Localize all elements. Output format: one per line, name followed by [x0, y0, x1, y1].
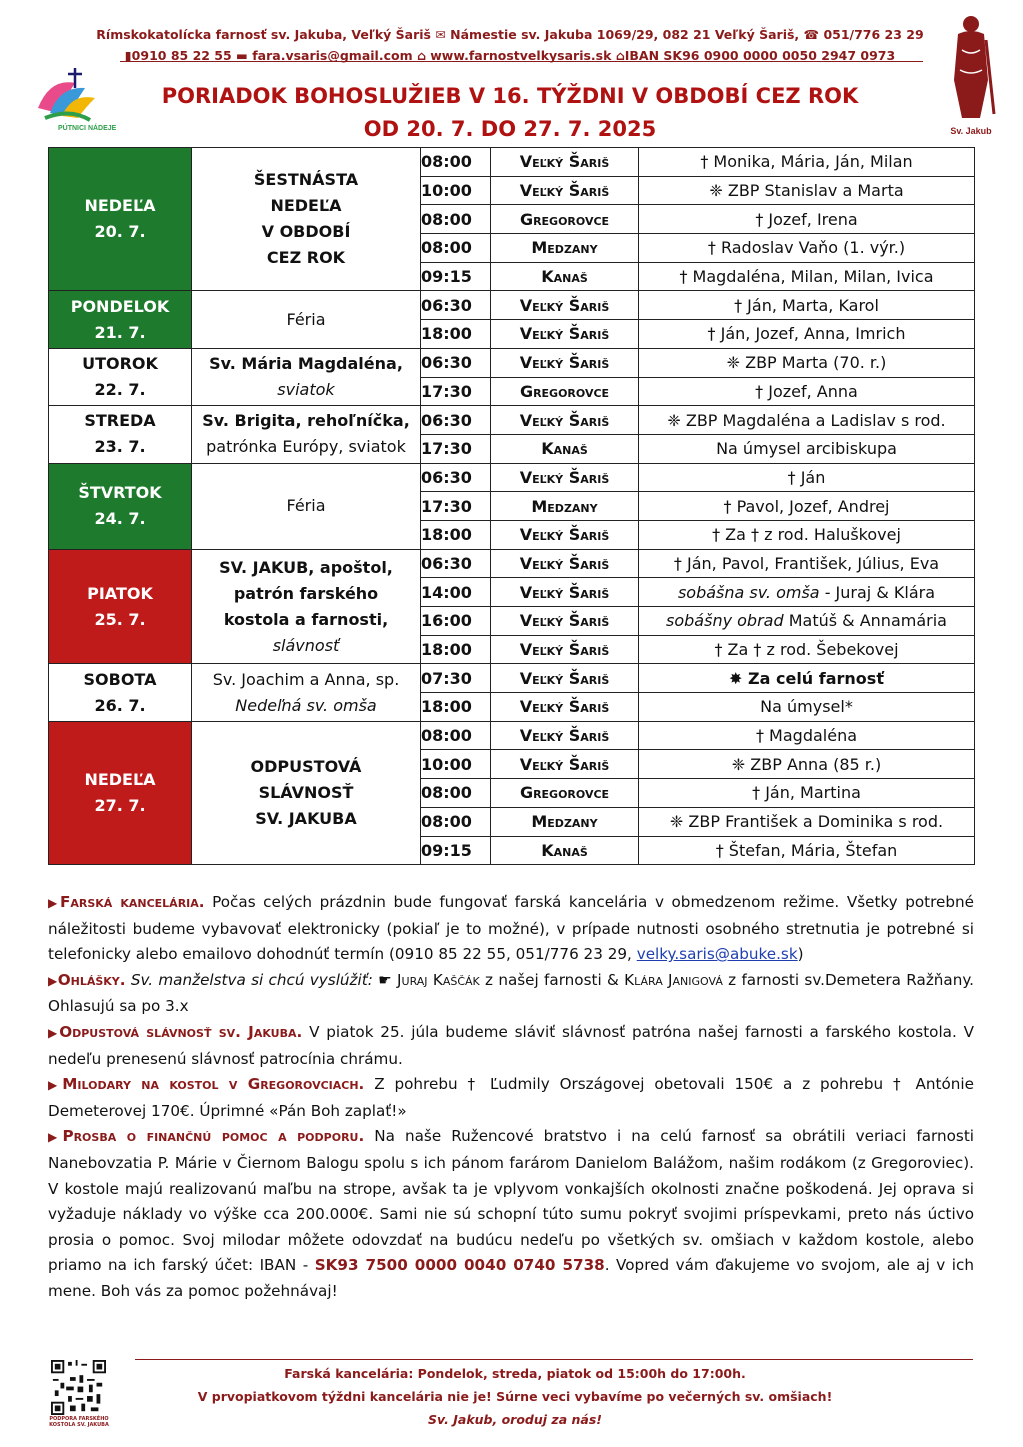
feast-line: patrón farského: [233, 583, 379, 603]
mass-time: 10:00: [421, 750, 491, 779]
mass-location: Veľký Šariš: [491, 463, 639, 492]
mass-location: Veľký Šariš: [491, 176, 639, 205]
st-james-statue: [938, 10, 1004, 135]
mass-time: 17:30: [421, 434, 491, 463]
feast-line: SV. JAKUBA: [255, 808, 357, 828]
mass-intention: † Za † z rod. Haluškovej: [639, 520, 975, 549]
note-banns-mid: z našej farnosti &: [479, 970, 625, 989]
mass-location: Veľký Šariš: [491, 664, 639, 693]
feast-line: CEZ ROK: [266, 248, 346, 268]
footer-prayer: Sv. Jakub, oroduj za nás!: [428, 1412, 602, 1427]
mass-intention: † Ján, Martina: [639, 779, 975, 808]
day-cell: [49, 148, 192, 291]
day-name: NEDEĽA: [84, 196, 156, 216]
day-cell: [49, 721, 192, 864]
feast-cell: [192, 291, 421, 348]
mass-location: Veľký Šariš: [491, 693, 639, 722]
note-feast-text: V piatok 25. júla budeme sláviť slávnosť patróna našej farnosti a farského kostola. V nedeľu prenesenú slávnosť patrocínia chrámu.: [48, 1022, 974, 1068]
mass-intention: † Ján, Pavol, František, Július, Eva: [639, 549, 975, 578]
mass-location: Veľký Šariš: [491, 291, 639, 320]
feast-line: sviatok: [277, 380, 335, 399]
mass-intention: † Magdaléna, Milan, Milan, Ivica: [639, 262, 975, 291]
feast-cell: [192, 463, 421, 549]
triangle-icon: ▶: [48, 1025, 60, 1040]
mass-time: 18:00: [421, 693, 491, 722]
feast-line: ŠESTNÁSTA: [253, 170, 359, 190]
mass-time: 08:00: [421, 807, 491, 836]
feast-line: kostola a farnosti,: [223, 609, 389, 629]
mass-time: 10:00: [421, 176, 491, 205]
feast-cell: [192, 664, 421, 721]
note-donations-heading: Milodary na kostol v Gregorovciach.: [62, 1075, 365, 1094]
mass-intention: † Ján, Marta, Karol: [639, 291, 975, 320]
feast-line: Sv. Mária Magdaléna,: [209, 354, 403, 373]
day-cell: [49, 291, 192, 348]
feast-cell: [192, 549, 421, 664]
announcements: [48, 890, 974, 1305]
mass-intention: [639, 578, 975, 607]
footer: [135, 1362, 895, 1431]
day-date: 25. 7.: [94, 609, 146, 629]
note-office-text: Počas celých prázdnin bude fungovať farská kancelária v obmedzenom režime. Všetky potrebné náležitosti budeme vybavovať elektronicky (pokiaľ je to možné), v prípade nutnosti osobného stretnutia je potrebné si telefonicky alebo emailovo dohodnúť termín (0910 85 22 55, 051/776 23 29,: [48, 893, 974, 964]
triangle-icon: ▶: [48, 1078, 63, 1093]
note-office-heading: Farská kancelária.: [59, 893, 205, 911]
feast-line: patrónka Európy, sviatok: [206, 437, 406, 457]
day-cell: [49, 664, 192, 721]
appeal-iban: SK93 7500 0000 0040 0740 5738: [314, 1256, 605, 1275]
feast-line: NEDEĽA: [270, 196, 342, 216]
intention-rite: sobášny obrad: [666, 611, 784, 631]
mass-time: 08:00: [421, 205, 491, 234]
note-appeal-text: Na naše Ružencové bratstvo i na celú farnosť sa obrátili veriaci farnosti Nanebovzatia P. Márie v Čiernom Balogu spolu s ich pánom farárom Danielom Balážom, našim rodákom (z Gregoroviec). V kostole majú realizovanú maľbu na strope, avšak ta je vplyvom vonkajších okolnosti značne poškodená. Jej oprava si vyžaduje náklady vo výške cca 200.000€. Sami nie sú schopní túto sumu pokryť svojimi príspevkami, preto nás úctivo prosia o pomoc. Svoj milodar môžete odovzdať na budúcu nedeľu po všetkých sv. omšiach v každom kostole, alebo priamo na ich farský účet: IBAN -: [48, 1127, 975, 1275]
mass-location: Medzany: [491, 234, 639, 263]
groom-name: Juraj Kaščák: [391, 970, 480, 989]
intention-couple: Matúš & Annamária: [783, 611, 947, 631]
mass-location: Medzany: [491, 807, 639, 836]
mass-intention: ❈ ZBP Magdaléna a Ladislav s rod.: [639, 406, 975, 435]
feast-cell: [192, 406, 421, 463]
feast-cell: [192, 721, 421, 864]
mass-time: 08:00: [421, 148, 491, 177]
day-date: 22. 7.: [94, 380, 146, 399]
note-banns-heading: Ohlášky.: [57, 970, 126, 989]
mass-location: Kanaš: [491, 262, 639, 291]
qr-caption: PODPORA FARSKÉHO KOSTOLA SV. JAKUBA: [49, 1416, 109, 1428]
mass-time: 18:00: [421, 635, 491, 664]
feast-cell: [192, 348, 421, 405]
footer-first-friday: V prvopiatkovom týždni kancelária nie je! Súrne veci vybavíme po večerných sv. omšiach!: [197, 1389, 833, 1404]
feast-line: SV. JAKUB, apoštol,: [219, 557, 393, 577]
header-address-line: Rímskokatolícka farnosť sv. Jakuba, Veľký Šariš ✉ Námestie sv. Jakuba 1069/29, 082 21 Veľký Šariš, ☎ 051/776 23 29: [96, 27, 924, 42]
note-feast-heading: Odpustová slávnosť sv. Jakuba.: [59, 1022, 303, 1041]
mass-intention: † Jozef, Irena: [639, 205, 975, 234]
feast-line: slávnosť: [272, 635, 340, 655]
day-cell: [49, 348, 192, 405]
day-name: PIATOK: [87, 583, 153, 603]
mass-row: [49, 664, 975, 693]
mass-intention: ❈ ZBP Anna (85 r.): [639, 750, 975, 779]
mass-time: 08:00: [421, 721, 491, 750]
note-feast: [48, 1020, 974, 1072]
day-cell: [49, 549, 192, 664]
day-date: 27. 7.: [94, 795, 146, 815]
mass-row: [49, 463, 975, 492]
mass-time: 06:30: [421, 406, 491, 435]
mass-location: Kanaš: [491, 434, 639, 463]
mass-intention: † Monika, Mária, Ján, Milan: [639, 148, 975, 177]
logo-text: PÚTNICI NÁDEJE: [58, 125, 117, 132]
mass-time: 14:00: [421, 578, 491, 607]
mass-row: [49, 721, 975, 750]
day-name: ŠTVRTOK: [78, 483, 162, 503]
mass-schedule-table: [48, 147, 975, 865]
mass-location: Veľký Šariš: [491, 406, 639, 435]
feast-line: SLÁVNOSŤ: [258, 782, 354, 802]
mass-location: Gregorovce: [491, 377, 639, 406]
statue-caption: Sv. Jakub: [950, 126, 992, 136]
feast-line: V OBDOBÍ: [261, 222, 351, 242]
title-line-week: PORIADOK BOHOSLUŽIEB V 16. TÝŽDNI V OBDOBÍ CEZ ROK: [161, 84, 859, 108]
note-appeal-end: . Vopred vám ďakujeme vo svojom, ale aj v ich mene. Boh vás za pomoc požehnávaj!: [48, 1256, 974, 1300]
day-date: 24. 7.: [94, 509, 146, 529]
mass-time: 18:00: [421, 320, 491, 349]
note-banns-end: z farnosti sv.Demetera Ražňany. Ohlasujú sa po 3.x: [48, 970, 974, 1016]
day-date: 26. 7.: [94, 695, 146, 715]
day-name: PONDELOK: [70, 296, 170, 316]
mass-intention: ❈ ZBP Marta (70. r.): [639, 348, 975, 377]
mass-intention: † Štefan, Mária, Štefan: [639, 836, 975, 865]
mass-location: Veľký Šariš: [491, 607, 639, 636]
mass-intention: ✸ Za celú farnosť: [639, 664, 975, 693]
feast-line: Féria: [286, 309, 326, 329]
note-banns: [48, 968, 974, 1020]
day-date: 20. 7.: [94, 222, 146, 242]
mass-intention: Na úmysel arcibiskupa: [639, 434, 975, 463]
note-office: [48, 890, 974, 968]
mass-row: [49, 348, 975, 377]
mass-intention: † Jozef, Anna: [639, 377, 975, 406]
mass-intention: Na úmysel*: [639, 693, 975, 722]
mass-time: 06:30: [421, 549, 491, 578]
jubilee-logo: [20, 58, 120, 133]
mass-intention: † Ján, Jozef, Anna, Imrich: [639, 320, 975, 349]
mass-location: Gregorovce: [491, 205, 639, 234]
header-contact-line: ▮0910 85 22 55 ▬ fara.vsaris@gmail.com ⌂ www.farnostvelkysaris.sk ⌂IBAN SK96 0900 0000 0050 2947 0973: [124, 48, 896, 63]
mass-location: Veľký Šariš: [491, 750, 639, 779]
feast-line: ODPUSTOVÁ: [250, 756, 362, 776]
parish-header: [95, 24, 925, 66]
mass-location: Medzany: [491, 492, 639, 521]
mass-time: 17:30: [421, 377, 491, 406]
qr-code-icon[interactable]: [51, 1360, 106, 1415]
mass-time: 09:15: [421, 262, 491, 291]
day-cell: [49, 406, 192, 463]
office-email-link[interactable]: velky.saris@abuke.sk: [636, 945, 798, 964]
mass-row: [49, 291, 975, 320]
mass-location: Veľký Šariš: [491, 148, 639, 177]
triangle-icon: ▶: [48, 973, 58, 988]
bride-name: Klára Janigová: [624, 970, 723, 989]
mass-time: 18:00: [421, 520, 491, 549]
mass-time: 06:30: [421, 348, 491, 377]
pointing-hand-icon: ☛: [378, 970, 392, 989]
mass-location: Veľký Šariš: [491, 578, 639, 607]
intention-couple: - Juraj & Klára: [819, 582, 936, 602]
mass-location: Veľký Šariš: [491, 721, 639, 750]
footer-divider: [135, 1359, 973, 1360]
page-title: [110, 80, 910, 146]
day-date: 23. 7.: [94, 437, 146, 457]
mass-location: Gregorovce: [491, 779, 639, 808]
mass-row: [49, 148, 975, 177]
note-appeal: [48, 1124, 974, 1304]
mass-time: 06:30: [421, 291, 491, 320]
mass-time: 17:30: [421, 492, 491, 521]
mass-intention: † Magdaléna: [639, 721, 975, 750]
mass-time: 06:30: [421, 463, 491, 492]
day-date: 21. 7.: [94, 322, 146, 342]
feast-line: Sv. Joachim a Anna, sp.: [212, 669, 400, 689]
mass-location: Kanaš: [491, 836, 639, 865]
intention-rite: sobášna sv. omša: [677, 582, 820, 602]
header-divider: [120, 61, 923, 62]
mass-intention: † Ján: [639, 463, 975, 492]
mass-row: [49, 406, 975, 435]
footer-office-hours: Farská kancelária: Pondelok, streda, piatok od 15:00h do 17:00h.: [284, 1366, 746, 1381]
mass-location: Veľký Šariš: [491, 320, 639, 349]
note-donations-text: Z pohrebu † Ľudmily Országovej obetovali 150€ a z pohrebu † Antónie Demeterovej 170€. Úprimné «Pán Boh zaplať!»: [48, 1075, 974, 1120]
mass-intention: † Pavol, Jozef, Andrej: [639, 492, 975, 521]
mass-location: Veľký Šariš: [491, 549, 639, 578]
day-name: STREDA: [84, 411, 156, 431]
mass-intention: [639, 607, 975, 636]
feast-line: Féria: [286, 496, 326, 516]
feast-line: Nedeľná sv. omša: [235, 695, 377, 715]
note-banns-intro: Sv. manželstva si chcú vyslúžiť:: [125, 970, 379, 989]
title-line-dates: OD 20. 7. DO 27. 7. 2025: [363, 117, 657, 141]
mass-time: 09:15: [421, 836, 491, 865]
note-office-end: ): [797, 945, 804, 964]
mass-location: Veľký Šariš: [491, 635, 639, 664]
note-donations: [48, 1072, 974, 1124]
mass-intention: † Za † z rod. Šebekovej: [639, 635, 975, 664]
feast-cell: [192, 148, 421, 291]
mass-intention: † Radoslav Vaňo (1. výr.): [639, 234, 975, 263]
day-name: SOBOTA: [83, 669, 157, 689]
mass-time: 07:30: [421, 664, 491, 693]
mass-time: 16:00: [421, 607, 491, 636]
mass-location: Veľký Šariš: [491, 348, 639, 377]
feast-line: Sv. Brigita, rehoľníčka,: [202, 411, 410, 431]
mass-time: 08:00: [421, 779, 491, 808]
st-james-icon: [938, 10, 1004, 122]
mass-time: 08:00: [421, 234, 491, 263]
mass-location: Veľký Šariš: [491, 520, 639, 549]
triangle-icon: ▶: [48, 1130, 63, 1145]
mass-intention: ❈ ZBP Stanislav a Marta: [639, 176, 975, 205]
day-cell: [49, 463, 192, 549]
triangle-icon: ▶: [48, 896, 60, 910]
day-name: UTOROK: [82, 354, 158, 373]
day-name: NEDEĽA: [84, 769, 156, 789]
mass-intention: ❈ ZBP František a Dominika s rod.: [639, 807, 975, 836]
note-appeal-heading: Prosba o finančnú pomoc a podporu.: [62, 1127, 365, 1146]
mass-row: [49, 549, 975, 578]
